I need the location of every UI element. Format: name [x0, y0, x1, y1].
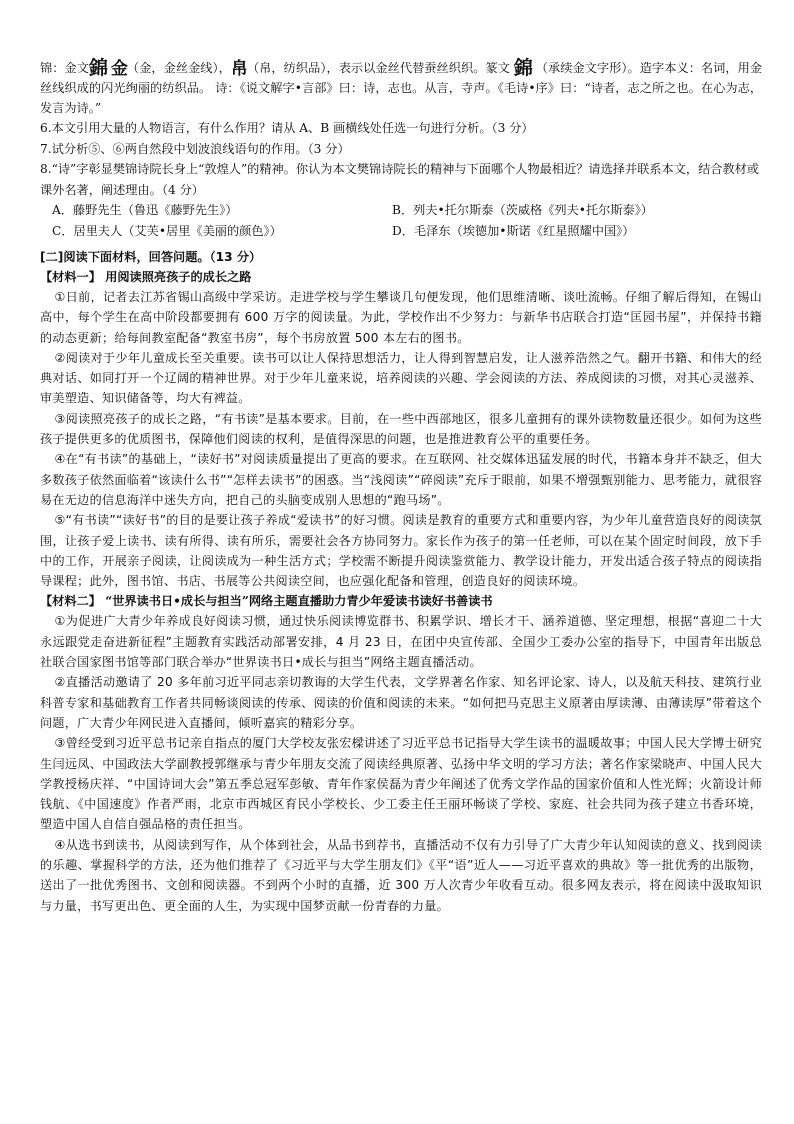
material2-paragraph: ③曾经受到习近平总书记亲自指点的厦门大学校友张宏樑讲述了习近平总书记指导大学生读书的温暖故事；中国人民大学博士研究生闫远凤、中国政法大学副教授郭继承与青少年朋友交流了阅读经典原著、弘扬中华文明的学习方法；著名作家梁晓声、中国人民大学教授杨庆祥、“中国诗词大会”第五季总冠军彭敏、青年作家侯磊为青少年阐述了优秀文学作品的国家价值和人性光辉；火箭设计师钱航、《中国速度》作者严雨，北京市西城区育民小学校长、少工委主任王丽环畅谈了学校、家庭、社会共同为孩子建立书香环境，塑造中国人自信自强品格的责任担当。 [40, 736, 762, 832]
material2-paragraph: ④从选书到读书，从阅读到写作，从个体到社会，从品书到荐书，直播活动不仅有力引导了广大青少年认知阅读的意义、找到阅读的乐趣、掌握科学的方法，还为他们推荐了《习近平与大学生朋友们》《平“语”近人——习近平喜欢的典故》等一批优秀的出版物，送出了一批优秀图书、文创和阅读器。不到两个小时的直播，近 300 万人次青少年收看互动。很多网友表示，将在阅读中汲取知识与力量，书写更出色、更全面的人生，为实现中国梦贡献一份青春的力量。 [40, 837, 762, 913]
exam-page [40, 58, 762, 916]
option-d: D．毛泽东（埃德加•斯诺《红星照耀中国》） [392, 223, 635, 238]
glossary-text-2: （金，金丝金线）， [126, 61, 231, 75]
material1-paragraph: ⑤“有书读”“读好书”的目的是要让孩子养成“爱读书”的好习惯。阅读是教育的重要方式和重要内容，为少年儿童营造良好的阅读氛围，让孩子爱上读书、读有所得、读有所乐，需要社会各方协同努力。家长作为孩子的第一任老师，可以在某个固定时间段，放下手中的工作，开展亲子阅读，让阅读成为一种生活方式；学校需不断提升阅读鉴赏能力、教学设计能力，开发出适合孩子特点的阅读指导课程；此外，图书馆、书店、书展等公共阅读空间，也应强化配备和管理，创造良好的阅读环境。 [40, 513, 762, 589]
material2-heading [40, 591, 762, 611]
glossary-text-1: 锦：金文 [40, 61, 89, 75]
option-b: B．列夫•托尔斯泰（茨威格《列夫•托尔斯泰》） [392, 203, 653, 217]
option-c: C．居里夫人（艾芙•居里《美丽的颜色》） [52, 223, 282, 238]
question-7: 7.试分析⑤、⑥两自然段中划波浪线语句的作用。（3 分） [40, 141, 350, 156]
material2-title: “世界读书日•成长与担当”网络主题直播助力青少年爱读书读好书善读书 [105, 594, 493, 609]
jin-seal-glyph: 錦 [513, 57, 532, 79]
jin-bronze-glyph: 錦 [88, 57, 107, 79]
material1-paragraph: ④在“有书读”的基础上，“读好书”对阅读质量提出了更高的要求。在互联网、社交媒体迅猛发展的时代，书籍本身并不缺乏，但大多数孩子依然面临着“该读什么书”“怎样去读书”的困惑。当“浅阅读”“碎阅读”充斥于眼前，如果不增强甄别能力、思考能力，就很容易在无边的信息海洋中迷失方向，把自己的头脑变成别人思想的“跑马场”。 [40, 452, 762, 507]
material1-paragraph: ①日前，记者去江苏省锡山高级中学采访。走进学校与学生攀谈几句便发现，他们思维清晰、谈吐流畅。仔细了解后得知，在锡山高中，每个学生在高中阶段都要拥有 600 万字的阅读量。为此，学校作出不少努力：与新华书店联合打造“匡园书屋”，并保持书籍的动态更新；给每间教室配备“教室书房”，每个书房放置 500 本左右的图书。 [40, 290, 762, 345]
material1-title: 用阅读照亮孩子的成长之路 [105, 270, 252, 284]
options-grid [40, 200, 762, 241]
glossary-text-3: （帛，纺织品），表示以金丝代替蚕丝织织。篆文 [246, 61, 510, 75]
option-a: A．藤野先生（鲁迅《藤野先生》） [52, 203, 238, 217]
glossary-paragraph [40, 58, 762, 118]
material1-paragraph: ③阅读照亮孩子的成长之路，“有书读”是基本要求。目前，在一些中西部地区，很多儿童拥有的课外读物数量还很少。如何为这些孩子提供更多的优质图书，保障他们阅读的权利，是值得深思的问题，也是推进教育公平的重要任务。 [40, 411, 762, 447]
material1-tag: 【材料一】 [40, 270, 101, 284]
question-6: 6.本文引用大量的人物语言，有什么作用？请从 A、B 画横线处任选一句进行分析。（3 分） [40, 121, 534, 135]
glossary-text-4: （承续金文字形）。造字本义：名词，用金丝线织成的闪光绚丽的纺织品。 诗：《说文解字•言部》曰：诗，志也。从言，寺声。《毛诗•序》曰：“诗者，志之所之也。在心为志，发言为诗。” [40, 61, 763, 115]
material2-tag: 【材料二】 [40, 594, 101, 609]
material2-paragraph: ①为促进广大青少年养成良好阅读习惯，通过快乐阅读博览群书、积累学识、增长才干、涵养道德、坚定理想，根据“喜迎二十大永远跟党走奋进新征程”主题教育实践活动部署安排，4 月 23 日，在团中央宣传部、全国少工委办公室的指导下，中国青年出版总社联合国家图书馆等部门联合举办“世界读书日•成长与担当”网络主题直播活动。 [40, 614, 762, 670]
section-heading: [二]阅读下面材料，回答问题。（13 分） [40, 250, 262, 264]
material2-paragraph: ②直播活动邀请了 20 多年前习近平同志亲切教诲的大学生代表，文学界著名作家、知名评论家、诗人，以及航天科技、建筑行业科普专家和基础教育工作者共同畅谈阅读的传承、阅读的价值和阅读的未来。“如何把马克思主义原著由厚读薄、由薄读厚”带着这个问题，广大青少年网民进入直播间，倾听嘉宾的精彩分享。 [40, 675, 762, 730]
question-8: 8.“诗”字彰显樊锦诗院长身上“敦煌人”的精神。你认为本文樊锦诗院长的精神与下面哪个人物最相近？请选择并联系本文，结合教材或课外名著，阐述理由。（4 分） [40, 162, 760, 197]
jin-metal-glyph: 金 [110, 59, 127, 79]
material1-paragraph: ②阅读对于少年儿童成长至关重要。读书可以让人保持思想活力，让人得到智慧启发，让人滋养浩然之气。翻开书籍、和伟大的经典对话、如同打开一个辽阔的精神世界。对于少年儿童来说，培养阅读的兴趣、学会阅读的方法、养成阅读的习惯，对其心灵滋养、审美塑造、知识储备等，均大有裨益。 [40, 350, 762, 406]
material1-heading [40, 267, 762, 287]
bo-silk-glyph: 帛 [230, 59, 247, 79]
